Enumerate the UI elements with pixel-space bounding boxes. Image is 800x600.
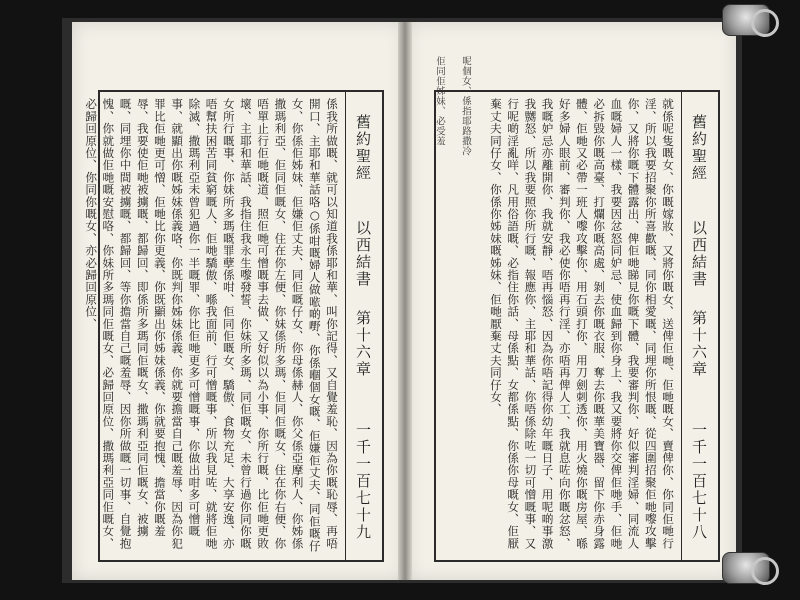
binder-clip-top <box>722 4 770 36</box>
right-page-number: 一千一百七十八 <box>690 422 708 541</box>
right-page-headband <box>681 92 718 560</box>
right-book-label: 以西結書 <box>690 220 708 288</box>
left-page-number: 一千一百七十九 <box>354 422 372 541</box>
left-page-headband <box>345 92 382 560</box>
left-header-title: 舊約聖經 <box>354 114 372 182</box>
left-page <box>72 22 404 580</box>
left-book-label: 以西結書 <box>354 220 372 288</box>
left-body-text <box>84 98 340 554</box>
left-page-text-frame <box>84 90 384 562</box>
left-chapter-label: 第十六章 <box>354 310 372 378</box>
left-body-paragraph: 係我所做嘅、就可以知道我係耶和華、叫你記得、又自覺羞恥、因為你嘅恥辱、再唔開口、主耶和華話咯○係咁嘅婦人做𠵱啲嘢、你係嗰個女嘅、佢嫌佢丈夫、同佢嘅仔女、你係佢姊妹、佢嫌佢丈夫、同佢嘅仔女、你母係赫人、你父係亞摩利人、你姊係撒瑪利亞、佢同佢嘅女、住在你左便、你妹係所多瑪、佢同佢嘅女、住在你右便、你唔單止行佢哋嘅道、照佢哋可憎嘅事去做、又好似以為小事、你所行嘅、比佢哋更敗壞、主耶和華話、我指住我永生嚟發誓、你妹所多瑪、同佢嘅女、未曾行過你同你嘅女所行嘅事、你妹所多瑪嘅罪孽係咁、佢同佢嘅女、驕傲、食物充足、大享安逸、亦唔幫扶困苦同貧窮嘅人、佢哋驕傲、喺我面前、行可憎嘅事、所以我見咗、就將佢哋除滅、撒瑪利亞未曾犯過你一半嘅罪、你比佢哋更多可憎嘅事、你做出咁多可憎嘅事、就顯出你嘅姊妹係義咯、你既判你姊妹係義、你就要擔當自己嘅羞辱、因為你犯罪比佢哋更可憎、佢哋比你更義、你既顯出你姊妹係義、你就要抱愧、擔當你嘅羞辱、我要使佢哋被擄嘅、都歸回、即係所多瑪同佢嘅女、撒瑪利亞同佢嘅女、被擄嘅、同埋你中間被擄嘅、都歸回、等你擔當自己嘅羞辱、因你所做嘅一切事、自覺抱愧、你就做佢哋嘅安慰咯、你妹所多瑪同佢嘅女、必歸回原位、撒瑪利亞同佢嘅女、必歸回原位、你同你嘅女、亦必歸回原位、 <box>84 98 339 552</box>
right-margin-note-1: 佢同佢姊妹、必受羞 <box>434 56 445 146</box>
right-chapter-label: 第十六章 <box>690 310 708 378</box>
book-gutter <box>398 22 412 580</box>
right-header-title: 舊約聖經 <box>690 114 708 182</box>
right-page-text-frame <box>434 90 720 562</box>
binder-clip-bottom <box>722 552 770 584</box>
right-body-text <box>442 98 676 554</box>
right-margin-note-2: 呢個女、係指耶路撒冷 <box>460 56 471 156</box>
right-body-paragraph: 就係呢隻嘅女、你嘅嫁妝、又將你嘅女、送俾佢哋、佢哋嘅女、賣俾你、你同佢哋行淫、所以我要招聚你所喜歡嘅、同你相愛嘅、同埋你所恨嘅、從四圍招聚佢哋嚟攻擊你、又將你嘅下體露出、俾佢哋睇見你嘅下體、我要審判你、好似審判淫婦、同流人血嘅婦人一樣、我要因忿怒同妒忌、使血歸到你身上、我又要將你交俾佢哋手、佢哋必拆毀你嘅高臺、打爛你嘅高處、剝去你嘅衣服、奪去你嘅華美寶器、留下你赤身露體、佢哋又必帶一班人嚟攻擊你、用石頭打你、用刀劍刺透你、用火燒你嘅房屋、喺好多婦人眼前、審判你、我必使你唔再行淫、亦唔再俾人工、我就息咗向你嘅忿怒、我嘅妒忌亦離開你、我就安靜、唔再惱怒、因為你唔記得你幼年嘅日子、用呢啲事激我嬲怒、所以我要照你所行嘅、報應你、主耶和華話、你唔係除咗一切可憎嘅事、又行呢啲淫亂咩、凡用俗語嘅、必指住你話、母係點、女都係點、你係你母嘅女、佢厭棄丈夫同仔女、你係你姊妹嘅姊妹、佢哋厭棄丈夫同仔女、 <box>488 98 675 550</box>
right-page <box>408 22 736 580</box>
